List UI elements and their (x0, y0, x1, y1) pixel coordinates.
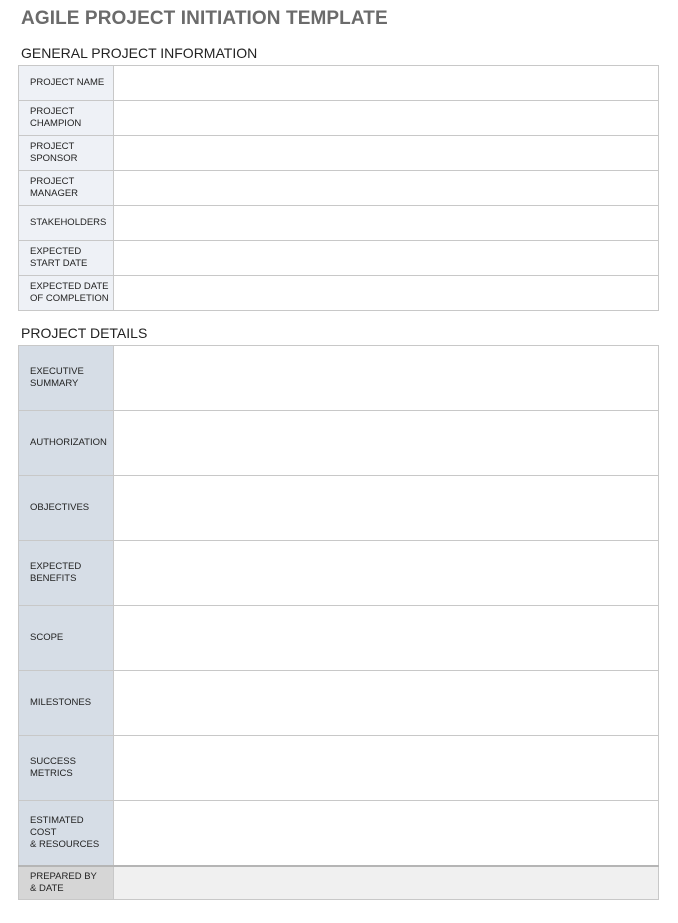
scope-label: SCOPE (19, 606, 114, 671)
table-row (19, 101, 659, 136)
prepared-by-date-field[interactable] (114, 866, 659, 900)
expected-start-date-label: EXPECTED START DATE (19, 241, 114, 276)
table-row (19, 136, 659, 171)
table-row (19, 241, 659, 276)
stakeholders-label: STAKEHOLDERS (19, 206, 114, 241)
table-row (19, 671, 659, 736)
general-info-table (18, 65, 659, 311)
details-section-heading: PROJECT DETAILS (21, 325, 148, 341)
executive-summary-label: EXECUTIVE SUMMARY (19, 346, 114, 411)
project-manager-field[interactable] (114, 171, 659, 206)
authorization-label: AUTHORIZATION (19, 411, 114, 476)
table-row (19, 66, 659, 101)
milestones-field[interactable] (114, 671, 659, 736)
project-name-label: PROJECT NAME (19, 66, 114, 101)
expected-start-date-field[interactable] (114, 241, 659, 276)
general-section-heading: GENERAL PROJECT INFORMATION (21, 45, 258, 61)
table-row (19, 476, 659, 541)
table-row (19, 206, 659, 241)
table-row (19, 866, 659, 900)
estimated-cost-resources-label: ESTIMATED COST & RESOURCES (19, 801, 114, 866)
success-metrics-field[interactable] (114, 736, 659, 801)
project-details-table (18, 345, 659, 900)
executive-summary-field[interactable] (114, 346, 659, 411)
document-title: AGILE PROJECT INITIATION TEMPLATE (21, 8, 388, 29)
objectives-label: OBJECTIVES (19, 476, 114, 541)
expected-benefits-field[interactable] (114, 541, 659, 606)
expected-completion-date-field[interactable] (114, 276, 659, 311)
table-row (19, 171, 659, 206)
authorization-field[interactable] (114, 411, 659, 476)
table-row (19, 411, 659, 476)
expected-completion-date-label: EXPECTED DATE OF COMPLETION (19, 276, 114, 311)
estimated-cost-resources-field[interactable] (114, 801, 659, 866)
table-row (19, 276, 659, 311)
project-sponsor-label: PROJECT SPONSOR (19, 136, 114, 171)
scope-field[interactable] (114, 606, 659, 671)
table-row (19, 801, 659, 866)
success-metrics-label: SUCCESS METRICS (19, 736, 114, 801)
objectives-field[interactable] (114, 476, 659, 541)
project-manager-label: PROJECT MANAGER (19, 171, 114, 206)
milestones-label: MILESTONES (19, 671, 114, 736)
prepared-by-date-label: PREPARED BY & DATE (19, 866, 114, 900)
table-row (19, 736, 659, 801)
project-name-field[interactable] (114, 66, 659, 101)
table-row (19, 346, 659, 411)
project-champion-label: PROJECT CHAMPION (19, 101, 114, 136)
project-champion-field[interactable] (114, 101, 659, 136)
project-sponsor-field[interactable] (114, 136, 659, 171)
table-row (19, 541, 659, 606)
stakeholders-field[interactable] (114, 206, 659, 241)
table-row (19, 606, 659, 671)
expected-benefits-label: EXPECTED BENEFITS (19, 541, 114, 606)
